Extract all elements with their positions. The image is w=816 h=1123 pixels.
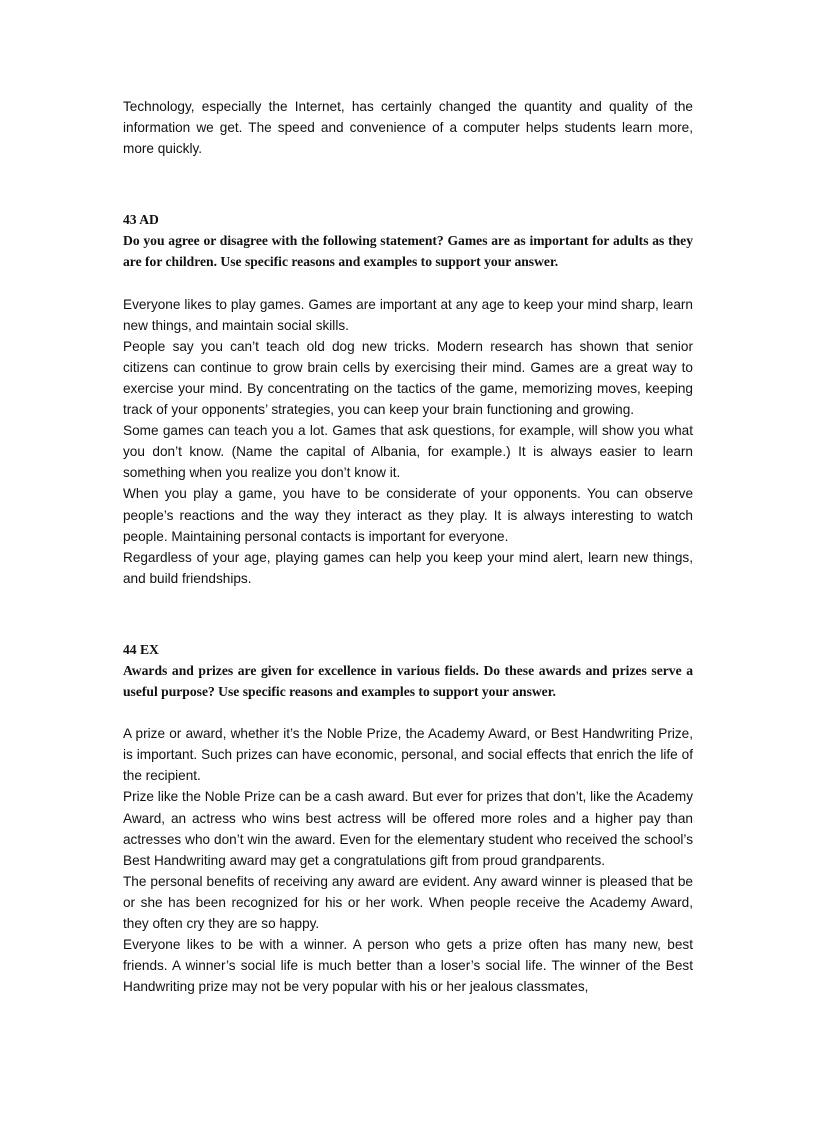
- essay-section-43: [123, 209, 693, 589]
- prompt-spacer: [123, 273, 693, 294]
- section-spacer: [123, 159, 693, 209]
- section-spacer: [123, 589, 693, 639]
- section-heading: 44 EX: [123, 641, 159, 657]
- essay-paragraph: Everyone likes to play games. Games are important at any age to keep your mind sharp, learn new things, and maintain social skills.: [123, 296, 693, 333]
- document-page: [123, 96, 693, 997]
- essay-paragraph: People say you can’t teach old dog new tricks. Modern research has shown that senior citizens can continue to grow brain cells by exercising their mind. Games are a great way to exercise your mind. By concentrating on the tactics of the game, memorizing moves, keeping track of your opponents’ strategies, you can keep your brain functioning and growing.: [123, 338, 693, 418]
- section-heading: 43 AD: [123, 212, 159, 228]
- essay-paragraph: A prize or award, whether it’s the Noble Prize, the Academy Award, or Best Handwriting Prize, is important. Such prizes can have economic, personal, and social effects that enrich the life of the recipient.: [123, 726, 693, 784]
- intro-paragraph: Technology, especially the Internet, has certainly changed the quantity and quality of the information we get. The speed and convenience of a computer helps students learn more, more quickly.: [123, 99, 693, 157]
- essay-paragraph: Prize like the Noble Prize can be a cash award. But ever for prizes that don’t, like the Academy Award, an actress who wins best actress will be offered more roles and a higher pay than actresses who don’t win the award. Even for the elementary student who received the school’s Best Handwriting award may get a congratulations gift from proud grandparents.: [123, 789, 693, 868]
- essay-prompt: Awards and prizes are given for excellence in various fields. Do these awards and prizes serve a useful purpose? Use specific reasons and examples to support your answer.: [123, 662, 693, 700]
- prompt-spacer: [123, 702, 693, 723]
- essay-paragraph: The personal benefits of receiving any award are evident. Any award winner is pleased that be or she has been recognized for his or her work. When people receive the Academy Award, they often cry they are so happy.: [123, 873, 693, 931]
- essay-section-44: [123, 639, 693, 998]
- essay-paragraph: Regardless of your age, playing games can help you keep your mind alert, learn new things, and build friendships.: [123, 549, 693, 586]
- essay-paragraph: When you play a game, you have to be considerate of your opponents. You can observe people’s reactions and the way they interact as they play. It is always interesting to watch people. Maintaining personal contacts is important for everyone.: [123, 486, 693, 544]
- essay-paragraph: Everyone likes to be with a winner. A person who gets a prize often has many new, best friends. A winner’s social life is much better than a loser’s social life. The winner of the Best Handwriting prize may not be very popular with his or her jealous classmates,: [123, 937, 693, 995]
- essay-prompt: Do you agree or disagree with the following statement? Games are as important for adults as they are for children. Use specific reasons and examples to support your answer.: [123, 233, 693, 270]
- essay-paragraph: Some games can teach you a lot. Games that ask questions, for example, will show you what you don’t know. (Name the capital of Albania, for example.) It is always easier to learn something when you realize you don’t know it.: [123, 423, 693, 481]
